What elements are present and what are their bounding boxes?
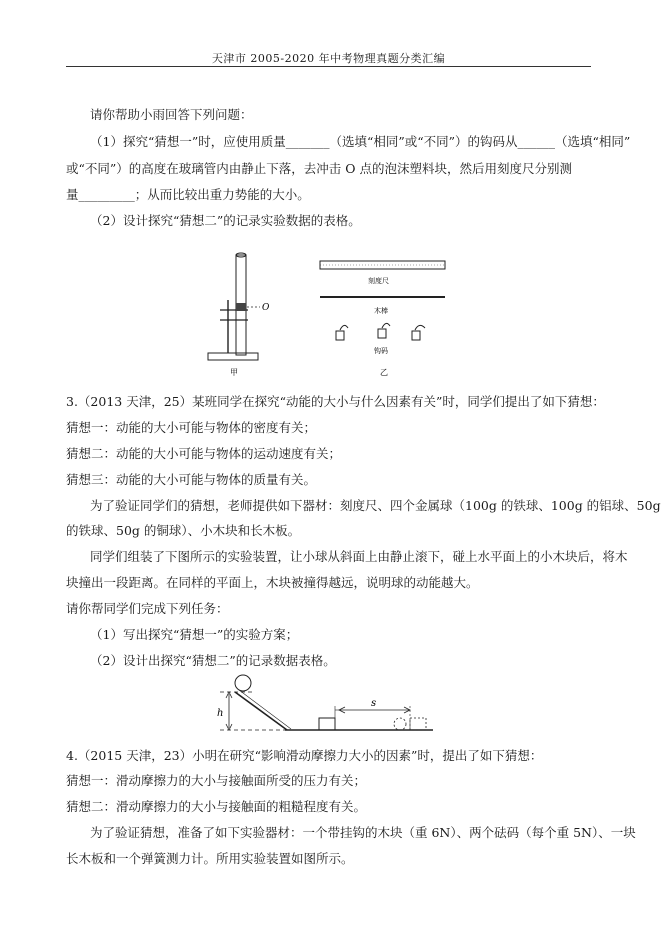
text-line: 猜想二：滑动摩擦力的大小与接触面的粗糙程度有关。 bbox=[66, 799, 367, 814]
text-line: 4.（2015 天津，23）小明在研究“影响滑动摩擦力大小的因素”时，提出了如下猜想： bbox=[66, 748, 543, 763]
text-line: 块撞出一段距离。在同样的平面上，木块被撞得越远，说明球的动能越大。 bbox=[66, 575, 479, 590]
text-line: （1）探究“猜想一”时，应使用质量_______（选填“相同”或“不同”）的钩码从______（选填“相同” bbox=[90, 134, 631, 149]
label-s: s bbox=[371, 698, 377, 709]
text-line: 请你帮同学们完成下列任务： bbox=[66, 601, 229, 616]
label-jia: 甲 bbox=[230, 368, 238, 377]
weights bbox=[336, 323, 425, 340]
label-h: h bbox=[217, 708, 224, 719]
text-line: （2）设计出探究“猜想二”的记录数据表格。 bbox=[90, 653, 336, 668]
page-header: 天津市 2005-2020 年中考物理真题分类汇编 bbox=[211, 52, 446, 65]
label-o: O bbox=[262, 303, 270, 313]
text-line: 同学们组装了下图所示的实验装置，让小球从斜面上由静止滚下，碰上水平面上的小木块后，将木 bbox=[90, 549, 628, 564]
text-line: 的铁球、50g 的铜球）、小木块和长木板。 bbox=[66, 523, 301, 538]
ball bbox=[235, 675, 251, 691]
foam-block bbox=[236, 303, 246, 311]
text-line: 请你帮助小雨回答下列问题： bbox=[90, 107, 253, 122]
figure-apparatus bbox=[200, 245, 460, 380]
text-line: 3.（2013 天津，25）某班同学在探究“动能的大小与什么因素有关”时，同学们提出了如下猜想： bbox=[66, 394, 605, 409]
text-line: （2）设计探究“猜想二”的记录实验数据的表格。 bbox=[90, 213, 361, 228]
stand-base bbox=[208, 353, 258, 360]
text-line: 猜想一：动能的大小可能与物体的密度有关； bbox=[66, 420, 317, 435]
ramp bbox=[235, 692, 287, 730]
figure-ramp bbox=[215, 672, 445, 734]
text-line: 为了验证猜想，准备了如下实验器材：一个带挂钩的木块（重 6N）、两个砝码（每个重 5N）、一块 bbox=[90, 825, 636, 840]
label-yi: 乙 bbox=[380, 368, 388, 377]
header-divider bbox=[66, 66, 591, 67]
label-ruler: 刻度尺 bbox=[368, 277, 389, 285]
text-line: （1）写出探究“猜想一”的实验方案； bbox=[90, 627, 299, 642]
text-line: 量_________；从而比较出重力势能的大小。 bbox=[66, 187, 310, 202]
text-line: 为了验证同学们的猜想，老师提供如下器材：刻度尺、四个金属球（100g 的铁球、100g 的铝球、50g bbox=[90, 498, 661, 513]
text-line: 长木板和一个弹簧测力计。所用实验装置如图所示。 bbox=[66, 851, 354, 866]
text-line: 猜想三：动能的大小可能与物体的质量有关。 bbox=[66, 472, 317, 487]
text-line: 猜想二：动能的大小可能与物体的运动速度有关； bbox=[66, 446, 342, 461]
text-line: 猜想一：滑动摩擦力的大小与接触面所受的压力有关； bbox=[66, 773, 367, 788]
label-rod: 木棒 bbox=[374, 307, 388, 315]
label-weights: 钩码 bbox=[374, 347, 388, 355]
wood-block bbox=[319, 718, 335, 730]
text-line: 或“不同”）的高度在玻璃管内由静止下落，去冲击 O 点的泡沫塑料块，然后用刻度尺分别测 bbox=[66, 161, 572, 176]
